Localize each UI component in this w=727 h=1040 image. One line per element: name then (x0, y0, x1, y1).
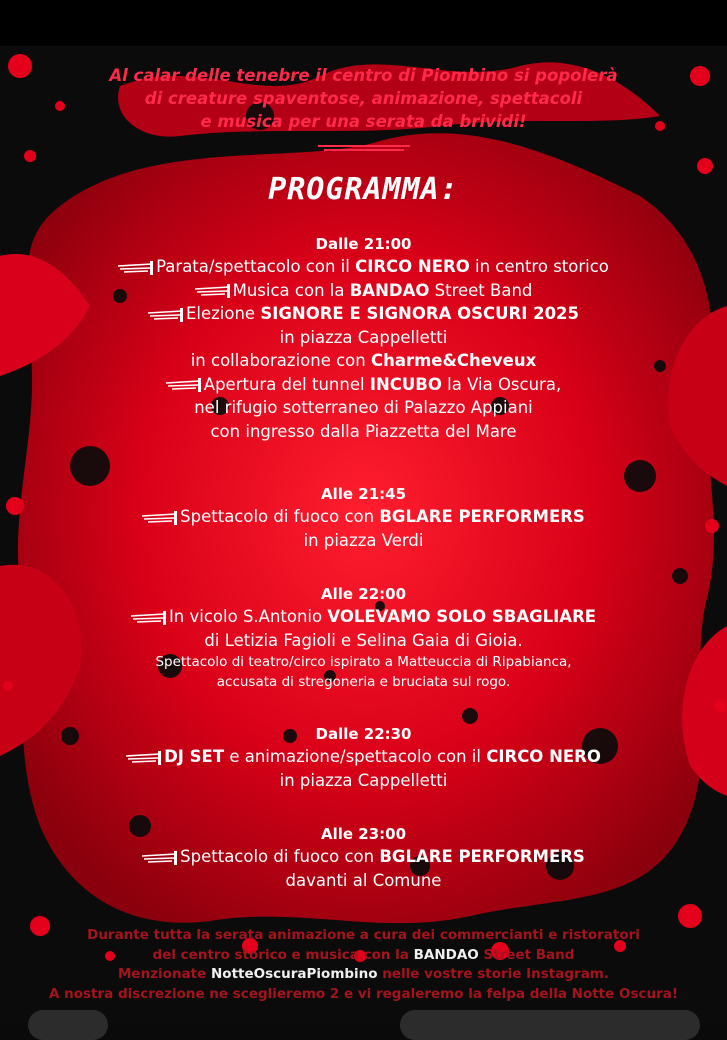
brush-stroke-icon (118, 261, 154, 275)
event-poster (0, 46, 727, 1024)
program-item: In vicolo S.Antonio VOLEVAMO SOLO SBAGLIARE (0, 605, 727, 629)
brush-stroke-icon (131, 611, 167, 625)
nav-pill-right[interactable] (400, 1010, 700, 1040)
program-item: Spettacolo di fuoco con BGLARE PERFORMERS (0, 505, 727, 529)
brush-stroke-icon (195, 284, 231, 298)
program-item: Parata/spettacolo con il CIRCO NERO in centro storico (0, 255, 727, 279)
program-item: accusata di stregoneria e bruciata sul rogo. (216, 674, 511, 690)
section-time: Dalle 22:30 (315, 725, 412, 743)
program-item: in piazza Verdi (303, 530, 424, 550)
program-item: di Letizia Fagioli e Selina Gaia di Gioia. (204, 630, 523, 650)
divider-strokes (318, 144, 410, 154)
intro-line-3: e musica per una serata da brividi! (200, 112, 527, 131)
program-item: con ingresso dalla Piazzetta del Mare (210, 421, 517, 441)
intro-line-2: di creature spaventose, animazione, spettacoli (144, 89, 583, 108)
program-item: davanti al Comune (285, 870, 442, 890)
footer-band-name: BANDAO (413, 946, 479, 963)
program-item: Musica con la BANDAO Street Band (0, 279, 727, 303)
program-item: Elezione SIGNORE E SIGNORA OSCURI 2025 (0, 302, 727, 326)
section-time: Alle 21:45 (320, 485, 407, 503)
program-item: nel rifugio sotterraneo di Palazzo Appiani (194, 398, 533, 417)
program-item: in piazza Cappelletti (279, 327, 448, 347)
program-section-2100 (0, 233, 727, 443)
brush-stroke-icon (166, 378, 202, 392)
intro-text (40, 64, 687, 133)
program-item: in collaborazione con Charme&Cheveux (190, 351, 537, 370)
program-section-2230 (0, 723, 727, 792)
section-time: Alle 22:00 (320, 585, 407, 603)
brush-stroke-icon (142, 851, 178, 865)
program-item: Apertura del tunnel INCUBO la Via Oscura, (0, 373, 727, 397)
brush-stroke-icon (142, 511, 178, 525)
program-section-2300 (0, 823, 727, 892)
nav-pill-left[interactable] (28, 1010, 108, 1040)
brush-stroke-icon (148, 308, 184, 322)
program-item: in piazza Cappelletti (279, 770, 448, 790)
intro-line-1: Al calar delle tenebre il centro di Piombino si popolerà (109, 66, 618, 85)
brush-stroke-icon (126, 751, 162, 765)
program-item: Spettacolo di fuoco con BGLARE PERFORMERS (0, 845, 727, 869)
status-bar (0, 0, 727, 46)
bottom-overlay (0, 1004, 727, 1024)
program-item: DJ SET e animazione/spettacolo con il CIRCO NERO (0, 745, 727, 769)
program-item: Spettacolo di teatro/circo ispirato a Matteuccia di Ripabianca, (155, 654, 572, 670)
footer-line-1: Durante tutta la serata animazione a cura dei commercianti e ristoratori (87, 927, 640, 943)
program-title: PROGRAMMA: (268, 172, 459, 207)
section-time: Alle 23:00 (320, 825, 407, 843)
footer-text: Durante tutta la serata animazione a cura dei commercianti e ristoratori del centro storico e musica con la BANDAO Street Band Menzionate NotteOscuraPiombino nelle vostre storie Instagram. A nostra discrezione ne sceglieremo 2 e vi regaleremo la felpa della Notte Oscura! (48, 927, 679, 1002)
footer-hashtag: NotteOscuraPiombino (211, 966, 378, 982)
program-section-2200 (0, 583, 727, 692)
section-time: Dalle 21:00 (315, 235, 412, 253)
program-section-2145 (0, 483, 727, 552)
footer-line-4: A nostra discrezione ne sceglieremo 2 e vi regaleremo la felpa della Notte Oscura! (48, 985, 679, 1002)
